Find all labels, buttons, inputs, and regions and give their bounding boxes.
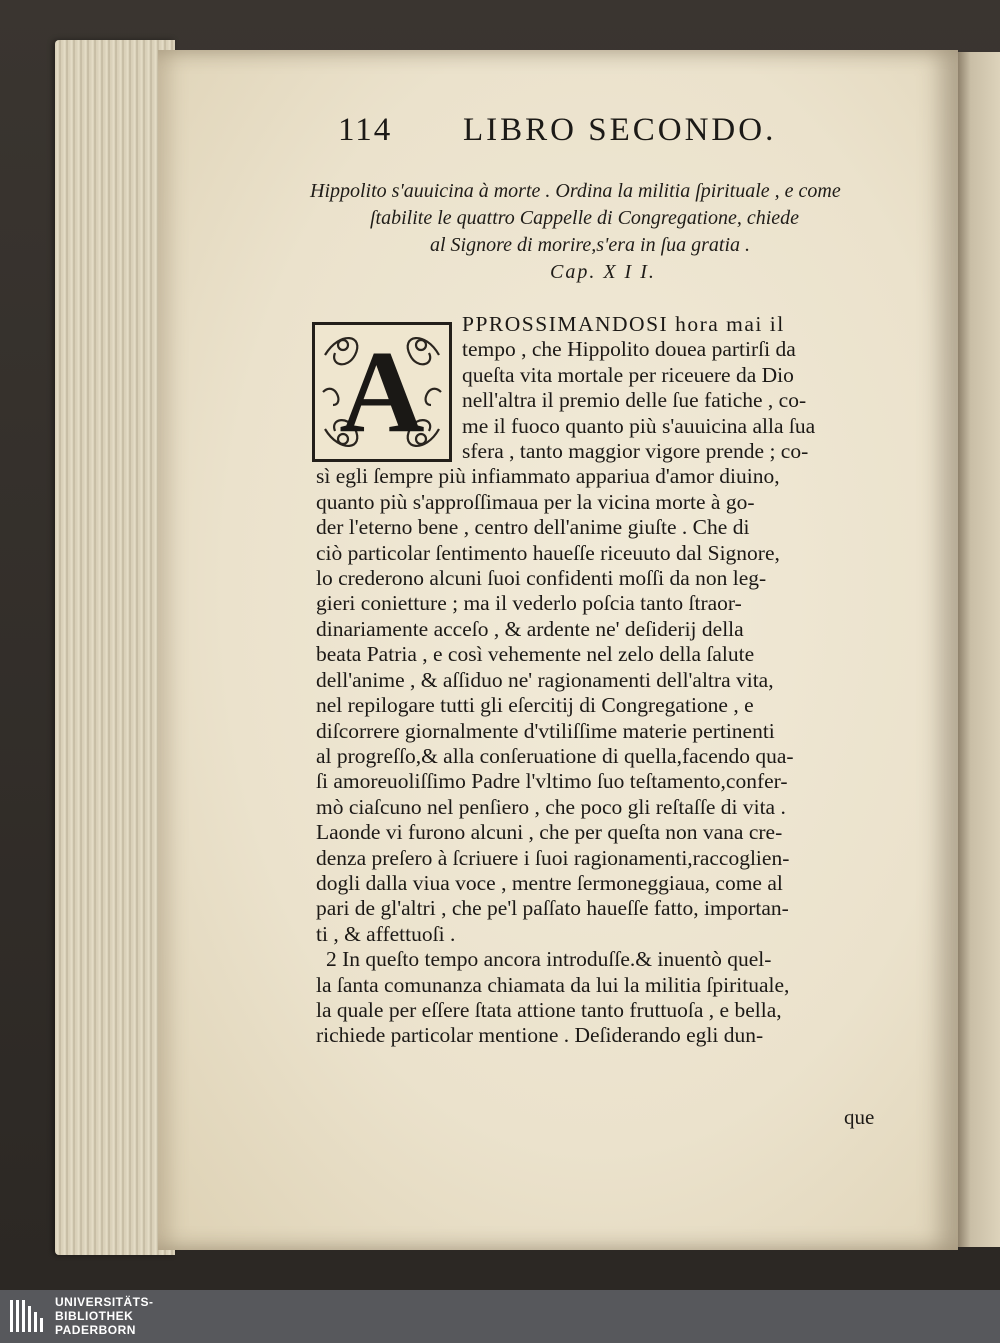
text-line: ti , & affettuoſi . — [316, 921, 456, 946]
text-line: diſcorrere giornalmente d'vtiliſſime materie pertinenti — [316, 718, 775, 743]
text-line: queſta vita mortale per riceuere da Dio — [462, 362, 794, 387]
chapter-heading — [310, 178, 910, 286]
text-line: la ſanta comunanza chiamata da lui la militia ſpirituale, — [316, 972, 790, 997]
heading-line: ſtabilite le quattro Cappelle di Congregatione, chiede — [370, 207, 800, 229]
institution-line: BIBLIOTHEK — [55, 1309, 134, 1323]
institution-line: UNIVERSITÄTS- — [55, 1295, 154, 1309]
text-line: tempo , che Hippolito doueа partirſi da — [462, 337, 796, 362]
library-logo-icon — [8, 1296, 48, 1336]
text-line: me il fuoco quanto più s'auuicina alla ſua — [462, 413, 816, 438]
text-line: la quale per eſſere ſtata attione tanto fruttuoſa , e bella, — [316, 997, 782, 1022]
text-line: ſi amoreuoliſſimo Padre l'vltimo ſuo teſtamento,confer- — [316, 769, 788, 794]
text-line: dinariamente acceſo , & ardente ne' deſiderij della — [316, 616, 744, 641]
text-line: Laonde vi furono alcuni , che per queſta non vana cre- — [316, 820, 783, 845]
text-line: der l'eterno bene , centro dell'anime giuſte . Che di — [316, 515, 750, 540]
text-line: mò ciaſcuno nel penſiero , che poco gli reſtaſſe di vita . — [316, 794, 786, 819]
text-line: sì egli ſempre più infiammato appariua d'amor diuino, — [316, 464, 780, 489]
text-line: lo crederono alcuni ſuoi confidenti moſſi da non leg- — [316, 566, 767, 591]
text-line: al progreſſo,& alla conſeruatione di quella,facendo qua- — [316, 743, 794, 768]
catchword: que — [844, 1105, 875, 1129]
book-page-edges — [55, 40, 175, 1255]
text-line: nell'altra il premio delle ſue fatiche , co- — [462, 388, 807, 413]
text-line: quanto più s'approſſimaua per la vicina morte à go- — [316, 489, 755, 514]
running-title: LIBRO SECONDO. — [463, 112, 777, 148]
text-line: ciò particolar ſentimento haueſſe riceuuto dal Signore, — [316, 540, 780, 565]
library-footer — [0, 1290, 1000, 1343]
text-line: gieri conietture ; ma il vederlo poſcia tanto ſtraor- — [316, 591, 742, 616]
heading-line: al Signore di morire,s'era in ſua gratia . — [430, 234, 751, 256]
text-line: sfera , tanto maggior vigore prende ; co- — [462, 439, 809, 464]
text-line: PPROSSIMANDOSI hora mai il — [462, 312, 785, 336]
page-number: 114 — [338, 112, 393, 148]
chapter-number: Cap. X I I. — [550, 261, 656, 283]
text-line: dogli dalla viua voce , mentre ſermoneggiaua, come al — [316, 870, 783, 895]
facing-page-edge — [958, 52, 1000, 1247]
heading-line: Hippolito s'auuicina à morte . Ordina la militia ſpirituale , e come — [310, 180, 841, 202]
institution-name — [55, 1295, 154, 1337]
institution-line: PADERBORN — [55, 1323, 136, 1337]
body-text — [316, 312, 906, 1049]
text-line: nel repilogare tutti gli eſercitij di Congregatione , e — [316, 693, 754, 718]
text-line: richiede particolar mentione . Deſiderando egli dun- — [316, 1023, 764, 1048]
text-line: beata Patria , e così vehemente nel zelo della ſalute — [316, 642, 755, 667]
text-line: pari de gl'altri , che pe'l paſſato haueſſe fatto, importan- — [316, 896, 789, 921]
text-line: denza preſero à ſcriuere i ſuoi ragionamenti,raccoglien- — [316, 845, 790, 870]
initial-letter: A — [339, 326, 425, 457]
text-line: dell'anime , & aſſiduo ne' ragionamenti dell'altra vita, — [316, 667, 774, 692]
page-header — [338, 112, 898, 152]
paragraph-start-line: 2 In queſto tempo ancora introduſſe.& inuentò quel- — [326, 947, 772, 972]
